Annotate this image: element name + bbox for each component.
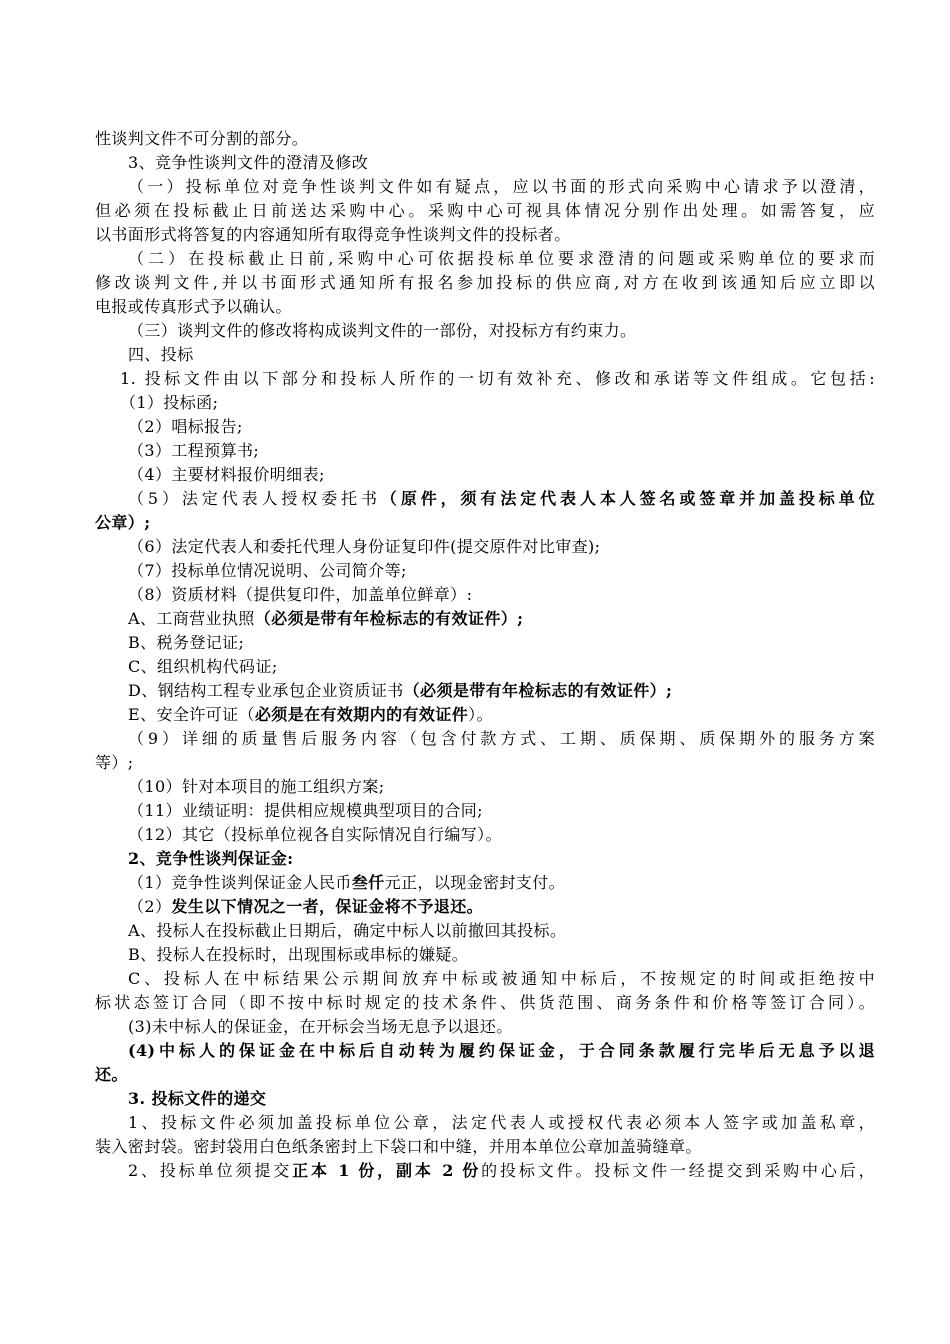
list-item: （4）主要材料报价明细表; [128, 465, 325, 484]
text-line: 修改谈判文件,并以书面形式通知所有报名参加投标的供应商,对方在收到该通知后应立即以 [95, 273, 875, 292]
text-line: 以书面形式将答复的内容通知所有取得竞争性谈判文件的投标者。 [95, 225, 571, 244]
text-line: 电报或传真形式予以确认。 [95, 297, 292, 316]
list-item: （1）竞争性谈判保证金人民币叁仟元正，以现金密封支付。 [128, 873, 565, 892]
text-line: 等）; [95, 753, 134, 772]
text-line: 但必须在投标截止日前送达采购中心。采购中心可视具体情况分别作出处理。如需答复，应 [95, 201, 875, 220]
list-item: （10）针对本项目的施工组织方案; [128, 777, 385, 796]
list-item: （3）工程预算书; [128, 441, 260, 460]
list-item: （7）投标单位情况说明、公司简介等; [128, 561, 407, 580]
section-heading: 四、投标 [128, 345, 194, 364]
text-line: 还。 [95, 1065, 128, 1084]
section-heading: 2、竞争性谈判保证金: [128, 849, 294, 868]
list-item: B、投标人在投标时，出现围标或串标的嫌疑。 [128, 945, 469, 964]
list-item: （5）法定代表人授权委托书（原件，须有法定代表人本人签名或签章并加盖投标单位 [128, 489, 875, 508]
list-item: （2）发生以下情况之一者，保证金将不予退还。 [128, 897, 483, 916]
text-line: 1、投标文件必须加盖投标单位公章，法定代表人或授权代表必须本人签字或加盖私章， [128, 1113, 875, 1132]
section-heading: 3、竞争性谈判文件的澄清及修改 [128, 153, 369, 172]
list-item: C、组织机构代码证; [128, 657, 278, 676]
text-line: 2、投标单位须提交正本 1 份，副本 2 份的投标文件。投标文件一经提交到采购中心后， [128, 1161, 875, 1180]
list-item: (4)中标人的保证金在中标后自动转为履约保证金，于合同条款履行完毕后无息予以退 [128, 1041, 875, 1060]
list-item: （6）法定代表人和委托代理人身份证复印件(提交原件对比审查); [128, 537, 601, 556]
list-item: D、钢结构工程专业承包企业资质证书（必须是带有年检标志的有效证件）; [128, 681, 673, 700]
list-item: (3)未中标人的保证金，在开标会当场无息予以退还。 [128, 1017, 513, 1036]
section-heading: 3. 投标文件的递交 [128, 1089, 267, 1108]
text-line: （一）投标单位对竞争性谈判文件如有疑点，应以书面的形式向采购中心请求予以澄清， [128, 177, 875, 196]
list-item: （11）业绩证明：提供相应规模典型项目的合同; [128, 801, 483, 820]
text-line: （二）在投标截止日前,采购中心可依据投标单位要求澄清的问题或采购单位的要求而 [128, 249, 875, 268]
list-item: C、投标人在中标结果公示期间放弃中标或被通知中标后，不按规定的时间或拒绝按中 [128, 969, 875, 988]
list-item: （1）投标函; [120, 393, 219, 412]
text-line: 公章）; [95, 513, 151, 532]
list-item: A、工商营业执照（必须是带有年检标志的有效证件）; [128, 609, 524, 628]
text-line: （三）谈判文件的修改将构成谈判文件的一部份，对投标方有约束力。 [128, 321, 637, 340]
list-item: （9）详细的质量售后服务内容（包含付款方式、工期、质保期、质保期外的服务方案 [128, 729, 875, 748]
list-item: （8）资质材料（提供复印件，加盖单位鲜章）: [128, 585, 473, 604]
text-line: 性谈判文件不可分割的部分。 [95, 129, 309, 148]
list-item: E、安全许可证（必须是在有效期内的有效证件）。 [128, 705, 493, 724]
text-line: 标状态签订合同（即不按中标时规定的技术条件、供货范围、商务条件和价格等签订合同）。 [95, 993, 875, 1012]
text-line: 装入密封袋。密封袋用白色纸条密封上下袋口和中缝，并用本单位公章加盖骑缝章。 [95, 1137, 702, 1156]
text-line: 1. 投标文件由以下部分和投标人所作的一切有效补充、修改和承诺等文件组成。它包括: [120, 369, 875, 388]
list-item: A、投标人在投标截止日期后，确定中标人以前撤回其投标。 [128, 921, 567, 940]
list-item: B、税务登记证; [128, 633, 245, 652]
list-item: （12）其它（投标单位视各自实际情况自行编写）。 [128, 825, 502, 844]
list-item: （2）唱标报告; [128, 417, 243, 436]
